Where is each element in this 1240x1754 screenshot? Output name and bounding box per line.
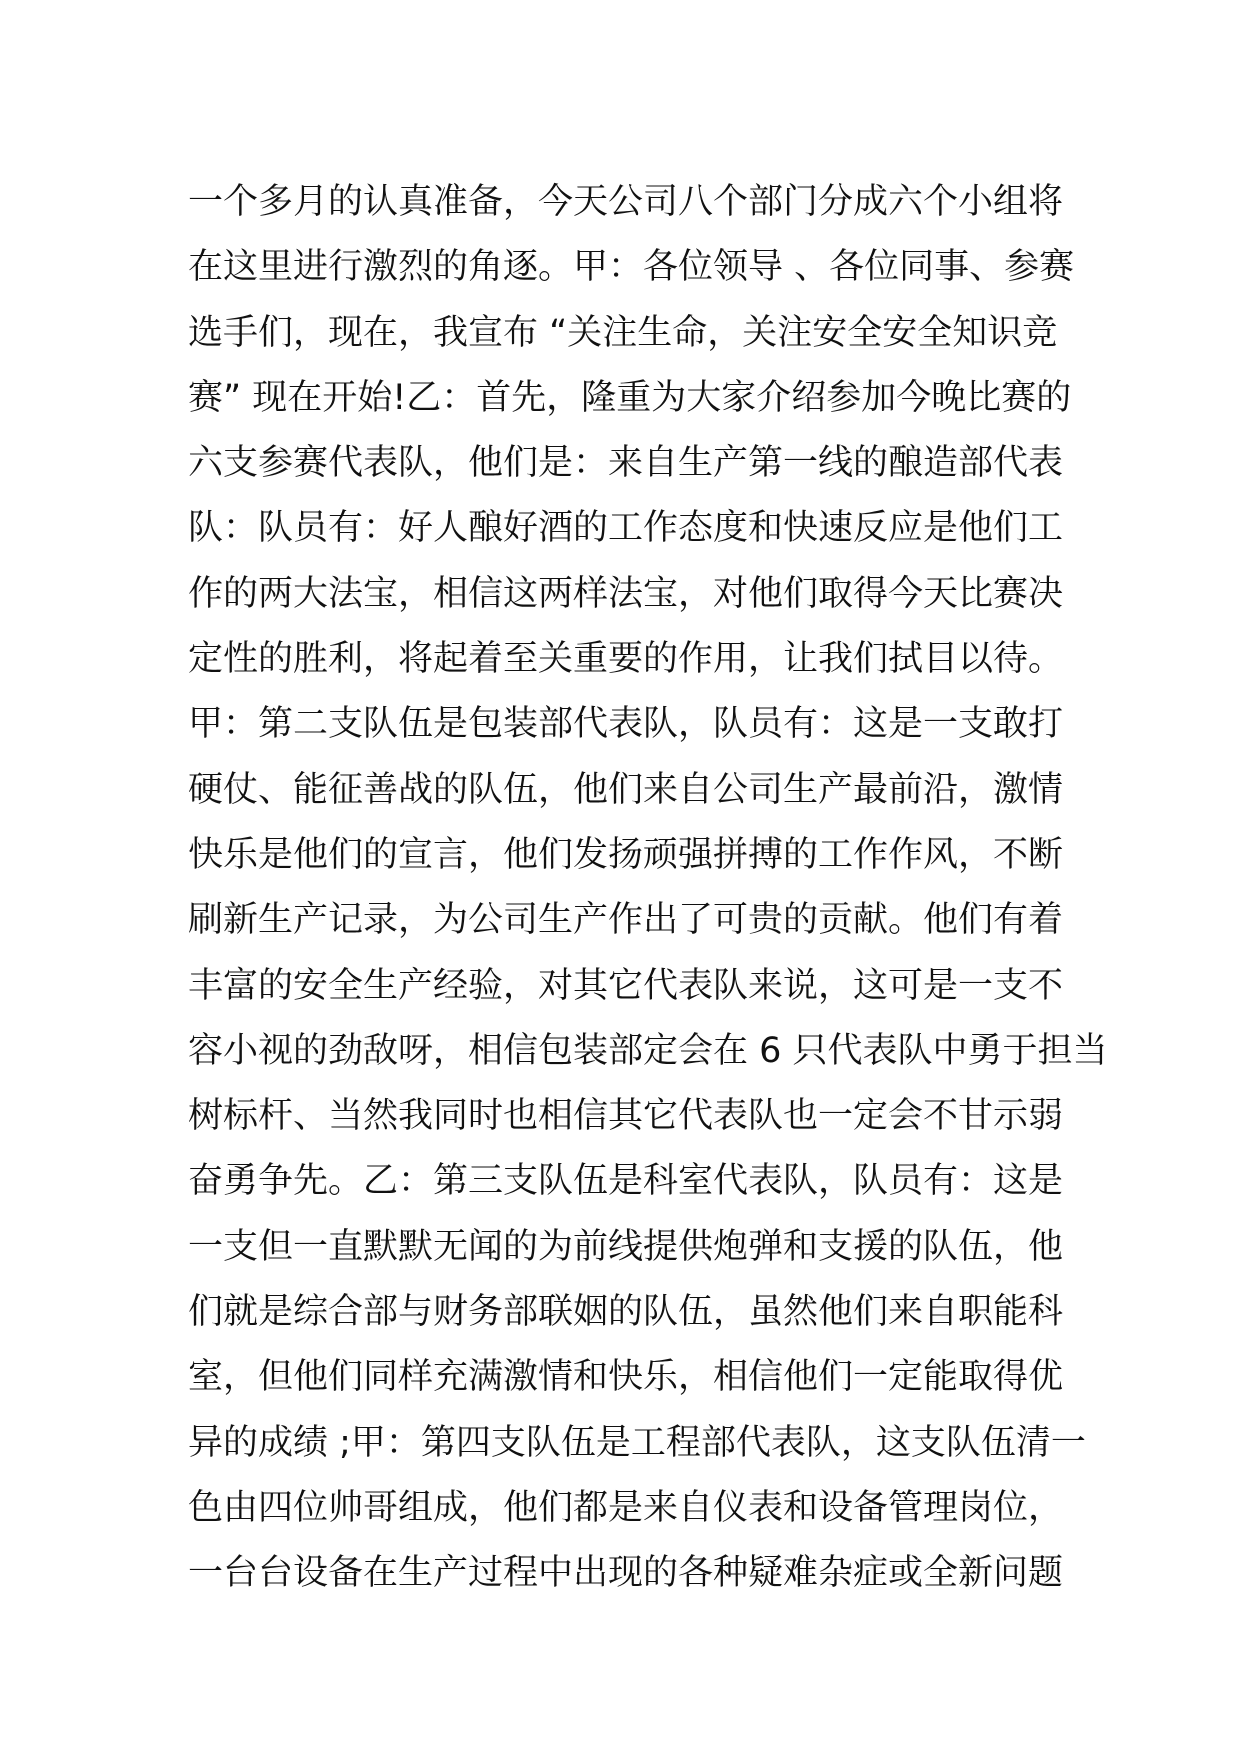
text-line: 一支但一直默默无闻的为前线提供炮弹和支援的队伍，他 (188, 1226, 1064, 1267)
text-line: 快乐是他们的宣言，他们发扬顽强拼搏的工作作风，不断 (188, 834, 1064, 875)
text-line: 丰富的安全生产经验，对其它代表队来说，这可是一支不 (188, 965, 1064, 1006)
text-line: 赛” 现在开始!乙：首先，隆重为大家介绍参加今晚比赛的 (188, 377, 1072, 418)
text-line: 刷新生产记录，为公司生产作出了可贵的贡献。他们有着 (188, 900, 1064, 941)
text-line: 作的两大法宝，相信这两样法宝，对他们取得今天比赛决 (188, 573, 1064, 614)
text-line: 色由四位帅哥组成，他们都是来自仪表和设备管理岗位， (188, 1487, 1064, 1528)
text-line: 在这里进行激烈的角逐。甲：各位领导 、各位同事、参赛 (188, 247, 1075, 288)
text-line: 一台台设备在生产过程中出现的各种疑难杂症或全新问题 (188, 1553, 1064, 1594)
text-line: 硬仗、能征善战的队伍，他们来自公司生产最前沿，激情 (188, 769, 1064, 810)
body-text (188, 170, 1108, 1607)
text-line: 容小视的劲敌呀，相信包装部定会在 6 只代表队中勇于担当 (188, 1030, 1108, 1071)
text-line: 奋勇争先。乙：第三支队伍是科室代表队，队员有：这是 (188, 1161, 1064, 1202)
text-line: 异的成绩 ;甲：第四支队伍是工程部代表队，这支队伍清一 (188, 1422, 1086, 1463)
text-line: 六支参赛代表队，他们是：来自生产第一线的酿造部代表 (188, 443, 1064, 484)
text-line: 定性的胜利，将起着至关重要的作用，让我们拭目以待。 (188, 639, 1064, 680)
text-line: 们就是综合部与财务部联姻的队伍，虽然他们来自职能科 (188, 1292, 1064, 1333)
text-line: 一个多月的认真准备，今天公司八个部门分成六个小组将 (188, 182, 1064, 222)
text-line: 甲：第二支队伍是包装部代表队，队员有：这是一支敢打 (188, 704, 1064, 745)
text-line: 队：队员有：好人酿好酒的工作态度和快速反应是他们工 (188, 508, 1064, 549)
text-line: 树标杆、当然我同时也相信其它代表队也一定会不甘示弱 (188, 1096, 1064, 1137)
text-line: 选手们，现在，我宣布 “关注生命，关注安全安全知识竞 (188, 312, 1058, 353)
text-line: 室，但他们同样充满激情和快乐，相信他们一定能取得优 (188, 1357, 1064, 1398)
